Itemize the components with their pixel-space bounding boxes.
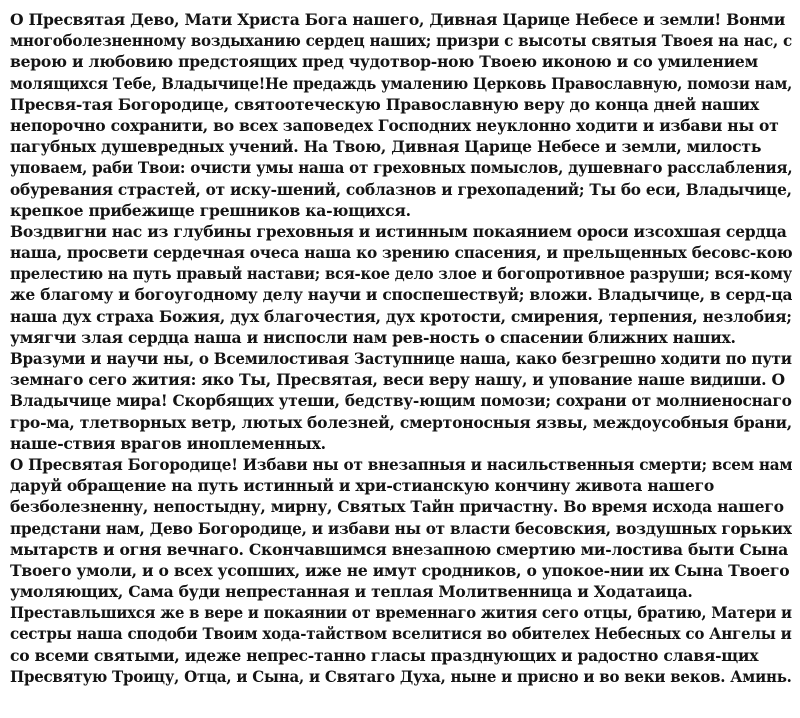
text-line: непорочно сохранити, во всех заповедех Господних неуклонно ходити и избави ны от (10, 115, 779, 135)
paragraph-1 (10, 9, 792, 221)
text-line: Воздвигни нас из глубины греховныя и истинным покаянием ороси изсохшая сердца (10, 221, 787, 241)
text-line: умягчи злая сердца наша и ниспосли нам рев-ность о спасении ближних наших. (10, 327, 736, 347)
text-line: мытарств и огня вечнаго. Скончавшимся внезапною смертию ми-лостива быти Сына (10, 539, 788, 559)
text-line: наше-ствия врагов иноплеменных. (10, 433, 326, 453)
paragraph-2 (10, 221, 792, 348)
text-line: верою и любовию предстоящих пред чудотвор-ною Твоею иконою и со умилением (10, 52, 758, 72)
paragraph-3 (10, 348, 792, 454)
text-line: Твоего умоли, и о всех усопших, иже не имут сродников, о упокое-нии их Сына Твоего (10, 560, 790, 580)
text-line: крепкое прибежище грешников ка-ющихся. (10, 200, 411, 220)
text-line: обуревания страстей, от иску-шений, соблазнов и грехопадений; Ты бо еси, Владычице, (10, 179, 792, 199)
text-line: со всеми святыми, идеже непрес-танно гласы празднующих и радостно славя-щих (10, 645, 759, 665)
text-line: земнаго сего жития: яко Ты, Пресвятая, веси веру нашу, и упование наше видиши. О (10, 370, 785, 390)
text-line: даруй обращение на путь истинный и хри-стианскую кончину живота нашего (10, 476, 714, 496)
text-line: предстани нам, Дево Богородице, и избави ны от власти бесовския, воздушных горьких (10, 518, 792, 538)
text-line: Владычице мира! Скорбящих утеши, бедству-ющим помози; сохрани от молниеноснаго (10, 391, 792, 411)
text-line: молящихся Тебе, Владычице!Не предаждь умалению Церковь Православную, помози нам, (10, 73, 792, 93)
text-line: пагубных душевредных учений. На Твою, Дивная Царице Небесе и земли, милость (10, 137, 762, 157)
text-line: Пресвятую Троицу, Отца, и Сына, и Святаго Духа, ныне и присно и во веки веков. Аминь. (10, 666, 792, 686)
text-line: многоболезненному воздыханию сердец наших; призри с высоты святыя Твоея на нас, с (10, 31, 792, 51)
text-line: безболезненну, непостыдну, мирну, Святых Тайн причастну. Во время исхода нашего (10, 497, 784, 517)
paragraph-5 (10, 602, 792, 687)
text-line: же благому и богоугодному делу научи и споспешествуй; вложи. Владычице, в серд-ца (10, 285, 792, 305)
text-line: О Пресвятая Дево, Мати Христа Бога нашего, Дивная Царице Небесе и земли! Вонми (10, 10, 786, 29)
text-line: Пресвя-тая Богородице, святоотеческую Православную веру до конца дней наших (10, 94, 759, 114)
text-line: наша, просвети сердечная очеса наша ко зрению спасения, и прельщенных бесовс-кою (10, 243, 792, 263)
text-line: умоляющих, Сама буди непрестанная и теплая Молитвенница и Ходатаица. (10, 582, 693, 602)
text-line: наша дух страха Божия, дух благочестия, дух кротости, смирения, терпения, незлобия; (10, 306, 792, 326)
text-line: Вразуми и научи ны, о Всемилостивая Заступнице наша, како безгрешно ходити по пути (10, 349, 792, 368)
text-line: прелестию на путь правый настави; вся-кое дело злое и богопротивное разруши; вся-кому (10, 264, 792, 284)
text-line: сестры наша сподоби Твоим хода-тайством вселитися во обителех Небесных со Ангелы и (10, 624, 792, 644)
text-line: уповаем, раби Твои: очисти умы наша от греховных помыслов, душевнаго расслабления, (10, 158, 792, 178)
text-line: гро-ма, тлетворных ветр, лютых болезней, смертоносныя язвы, междоусобныя брани, (10, 412, 792, 432)
text-line: О Пресвятая Богородице! Избави ны от внезапныя и насильственныя смерти; всем нам (10, 454, 792, 474)
paragraph-4 (10, 454, 792, 602)
text-line: Преставльшихся же в вере и покаянии от временнаго жития сего отцы, братию, Матери и (10, 603, 792, 623)
